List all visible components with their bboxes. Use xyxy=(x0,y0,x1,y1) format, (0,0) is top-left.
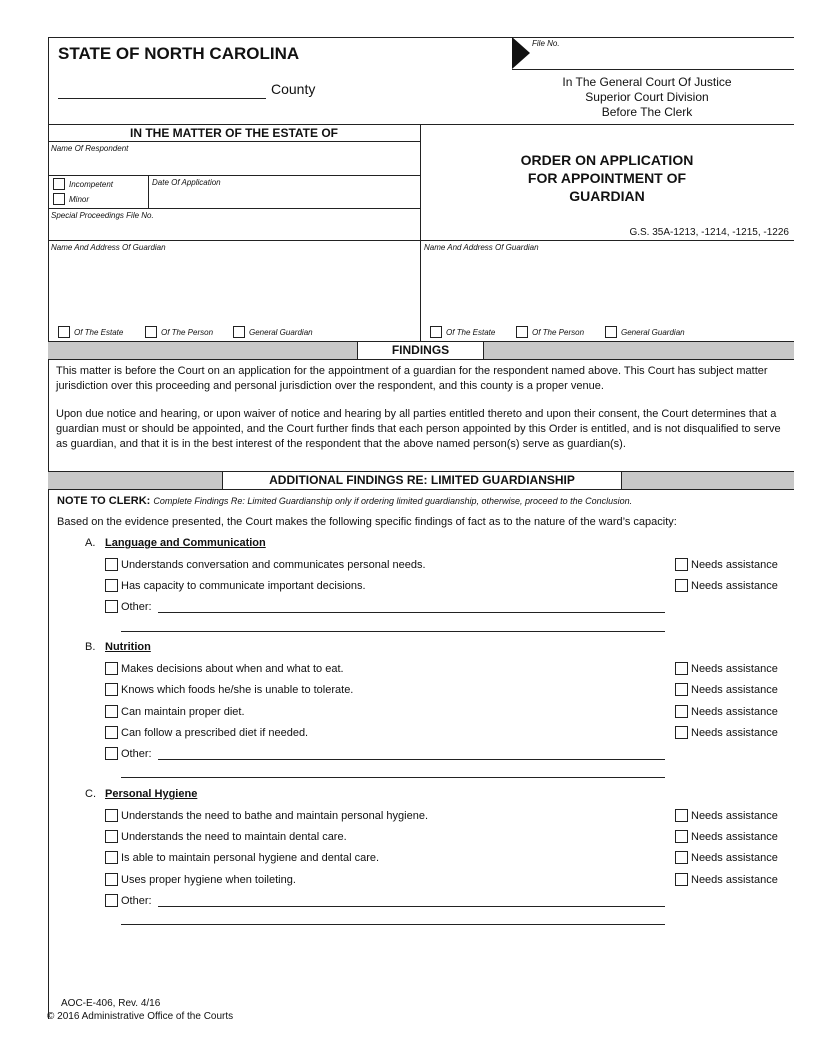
respondent-rule xyxy=(48,175,420,176)
right-general-checkbox[interactable] xyxy=(605,326,617,338)
note-text: Complete Findings Re: Limited Guardianship only if ordering limited guardianship, otherwise, proceed to the Conclusion. xyxy=(153,496,633,506)
evidence-intro: Based on the evidence presented, the Court makes the following specific findings of fact as to the nature of the ward’s capacity: xyxy=(57,516,677,528)
c-other-line-2[interactable] xyxy=(121,924,665,925)
c2-checkbox[interactable] xyxy=(105,830,118,843)
order-title-line-1: ORDER ON APPLICATION xyxy=(520,152,694,168)
copyright: © 2016 Administrative Office of the Courts xyxy=(47,1011,234,1022)
court-line-2: Superior Court Division xyxy=(585,90,709,104)
c2-needs-label: Needs assistance xyxy=(691,831,778,843)
sp-file-field[interactable] xyxy=(49,222,419,239)
c2-needs-checkbox[interactable] xyxy=(675,830,688,843)
b-other-line-1[interactable] xyxy=(158,759,665,760)
c1-label: Understands the need to bathe and maintain personal hygiene. xyxy=(121,810,428,822)
estate-heading: IN THE MATTER OF THE ESTATE OF xyxy=(130,126,338,140)
b1-needs-checkbox[interactable] xyxy=(675,662,688,675)
c1-checkbox[interactable] xyxy=(105,809,118,822)
county-label: County xyxy=(271,81,316,97)
guardian-left-field[interactable] xyxy=(50,255,416,323)
guardian-right-label: Name And Address Of Guardian xyxy=(424,243,539,252)
statute: G.S. 35A-1213, -1214, -1215, -1226 xyxy=(629,227,789,238)
c-other-label: Other: xyxy=(121,895,152,907)
findings-para-2: Upon due notice and hearing, or upon waiver of notice and hearing by all parties entitled thereto and upon their consent, the Court determines that a guardian must or should be appointed, and the Court further finds that each person appointed by this Order is entitled, and is not disqualified to serve as guardian, and that it is in the best interest of the respondent that the above named person(s) serve as guardian(s). xyxy=(56,408,781,450)
b4-needs-label: Needs assistance xyxy=(691,727,778,739)
a-other-line-1[interactable] xyxy=(158,612,665,613)
c4-label: Uses proper hygiene when toileting. xyxy=(121,874,296,886)
b2-needs-checkbox[interactable] xyxy=(675,683,688,696)
form-number: AOC-E-406, Rev. 4/16 xyxy=(61,998,161,1009)
left-person-checkbox[interactable] xyxy=(145,326,157,338)
file-no-label: File No. xyxy=(532,39,560,48)
file-no-line[interactable] xyxy=(512,69,794,70)
a1-needs-label: Needs assistance xyxy=(691,559,778,571)
respondent-name-field[interactable] xyxy=(49,155,419,174)
a-other-label: Other: xyxy=(121,601,152,613)
findings-heading: FINDINGS xyxy=(357,342,484,359)
c3-needs-label: Needs assistance xyxy=(691,852,778,864)
c4-needs-checkbox[interactable] xyxy=(675,873,688,886)
incompetent-checkbox[interactable] xyxy=(53,178,65,190)
a2-label: Has capacity to communicate important decisions. xyxy=(121,580,366,592)
sp-file-label: Special Proceedings File No. xyxy=(51,211,154,220)
findings-para-1: This matter is before the Court on an application for the appointment of a guardian for the respondent named above. This Court has subject matter jurisdiction over this proceeding and personal jurisdiction over the respondent, and this county is a proper venue. xyxy=(56,365,768,392)
b3-checkbox[interactable] xyxy=(105,705,118,718)
b1-label: Makes decisions about when and what to eat. xyxy=(121,663,344,675)
c3-needs-checkbox[interactable] xyxy=(675,851,688,864)
estate-top-rule xyxy=(48,124,794,125)
b-other-label: Other: xyxy=(121,748,152,760)
section-c-title: Personal Hygiene xyxy=(105,788,198,800)
b4-checkbox[interactable] xyxy=(105,726,118,739)
b3-needs-checkbox[interactable] xyxy=(675,705,688,718)
a1-needs-checkbox[interactable] xyxy=(675,558,688,571)
file-no-arrow-icon xyxy=(512,37,530,69)
guardian-top-rule xyxy=(48,240,794,241)
b2-label: Knows which foods he/she is unable to tolerate. xyxy=(121,684,354,696)
a-other-line-2[interactable] xyxy=(121,631,665,632)
left-general-label: General Guardian xyxy=(249,328,313,337)
a1-label: Understands conversation and communicates personal needs. xyxy=(121,559,426,571)
left-general-checkbox[interactable] xyxy=(233,326,245,338)
right-person-checkbox[interactable] xyxy=(516,326,528,338)
c-other-line-1[interactable] xyxy=(158,906,665,907)
b1-checkbox[interactable] xyxy=(105,662,118,675)
date-field[interactable] xyxy=(152,189,417,207)
court-line-3: Before The Clerk xyxy=(601,105,693,119)
right-estate-checkbox[interactable] xyxy=(430,326,442,338)
minor-checkbox[interactable] xyxy=(53,193,65,205)
left-rule xyxy=(48,37,49,1019)
note-label: NOTE TO CLERK: xyxy=(57,495,151,507)
b4-needs-checkbox[interactable] xyxy=(675,726,688,739)
date-label: Date Of Application xyxy=(152,178,221,187)
c4-checkbox[interactable] xyxy=(105,873,118,886)
guardian-right-field[interactable] xyxy=(423,255,791,323)
minor-label: Minor xyxy=(69,195,90,204)
c2-label: Understands the need to maintain dental care. xyxy=(121,831,347,843)
a2-needs-checkbox[interactable] xyxy=(675,579,688,592)
b4-label: Can follow a prescribed diet if needed. xyxy=(121,727,309,739)
c4-needs-label: Needs assistance xyxy=(691,874,778,886)
c-other-checkbox[interactable] xyxy=(105,894,118,907)
estate-heading-rule xyxy=(48,141,420,142)
state-title: STATE OF NORTH CAROLINA xyxy=(58,44,300,63)
a1-checkbox[interactable] xyxy=(105,558,118,571)
left-estate-checkbox[interactable] xyxy=(58,326,70,338)
c1-needs-label: Needs assistance xyxy=(691,810,778,822)
section-a-letter: A. xyxy=(85,537,96,549)
left-person-label: Of The Person xyxy=(161,328,214,337)
b-other-checkbox[interactable] xyxy=(105,747,118,760)
b2-needs-label: Needs assistance xyxy=(691,684,778,696)
middle-rule xyxy=(420,124,421,341)
left-estate-label: Of The Estate xyxy=(74,328,124,337)
section-a-title: Language and Communication xyxy=(105,537,266,549)
b2-checkbox[interactable] xyxy=(105,683,118,696)
b3-needs-label: Needs assistance xyxy=(691,706,778,718)
section-b-letter: B. xyxy=(85,641,96,653)
right-person-label: Of The Person xyxy=(532,328,585,337)
note-to-clerk xyxy=(57,495,632,507)
a2-needs-label: Needs assistance xyxy=(691,580,778,592)
b-other-line-2[interactable] xyxy=(121,777,665,778)
court-line-1: In The General Court Of Justice xyxy=(562,75,732,89)
c3-checkbox[interactable] xyxy=(105,851,118,864)
c1-needs-checkbox[interactable] xyxy=(675,809,688,822)
section-b-title: Nutrition xyxy=(105,641,151,653)
incompetent-label: Incompetent xyxy=(69,180,114,189)
order-title-line-3: GUARDIAN xyxy=(569,188,645,204)
court-block xyxy=(520,75,774,120)
date-divider xyxy=(148,175,149,208)
a-other-checkbox[interactable] xyxy=(105,600,118,613)
additional-heading: ADDITIONAL FINDINGS RE: LIMITED GUARDIANSHIP xyxy=(222,472,622,489)
top-rule xyxy=(48,37,794,38)
order-title xyxy=(480,151,734,205)
b3-label: Can maintain proper diet. xyxy=(121,706,245,718)
b1-needs-label: Needs assistance xyxy=(691,663,778,675)
section-c-letter: C. xyxy=(85,788,96,800)
respondent-name-label: Name Of Respondent xyxy=(51,144,129,153)
date-rule xyxy=(48,208,420,209)
order-title-line-2: FOR APPOINTMENT OF xyxy=(527,170,687,186)
county-blank xyxy=(58,98,266,99)
a2-checkbox[interactable] xyxy=(105,579,118,592)
right-general-label: General Guardian xyxy=(621,328,685,337)
right-estate-label: Of The Estate xyxy=(446,328,496,337)
guardian-left-label: Name And Address Of Guardian xyxy=(51,243,166,252)
c3-label: Is able to maintain personal hygiene and dental care. xyxy=(121,852,380,864)
